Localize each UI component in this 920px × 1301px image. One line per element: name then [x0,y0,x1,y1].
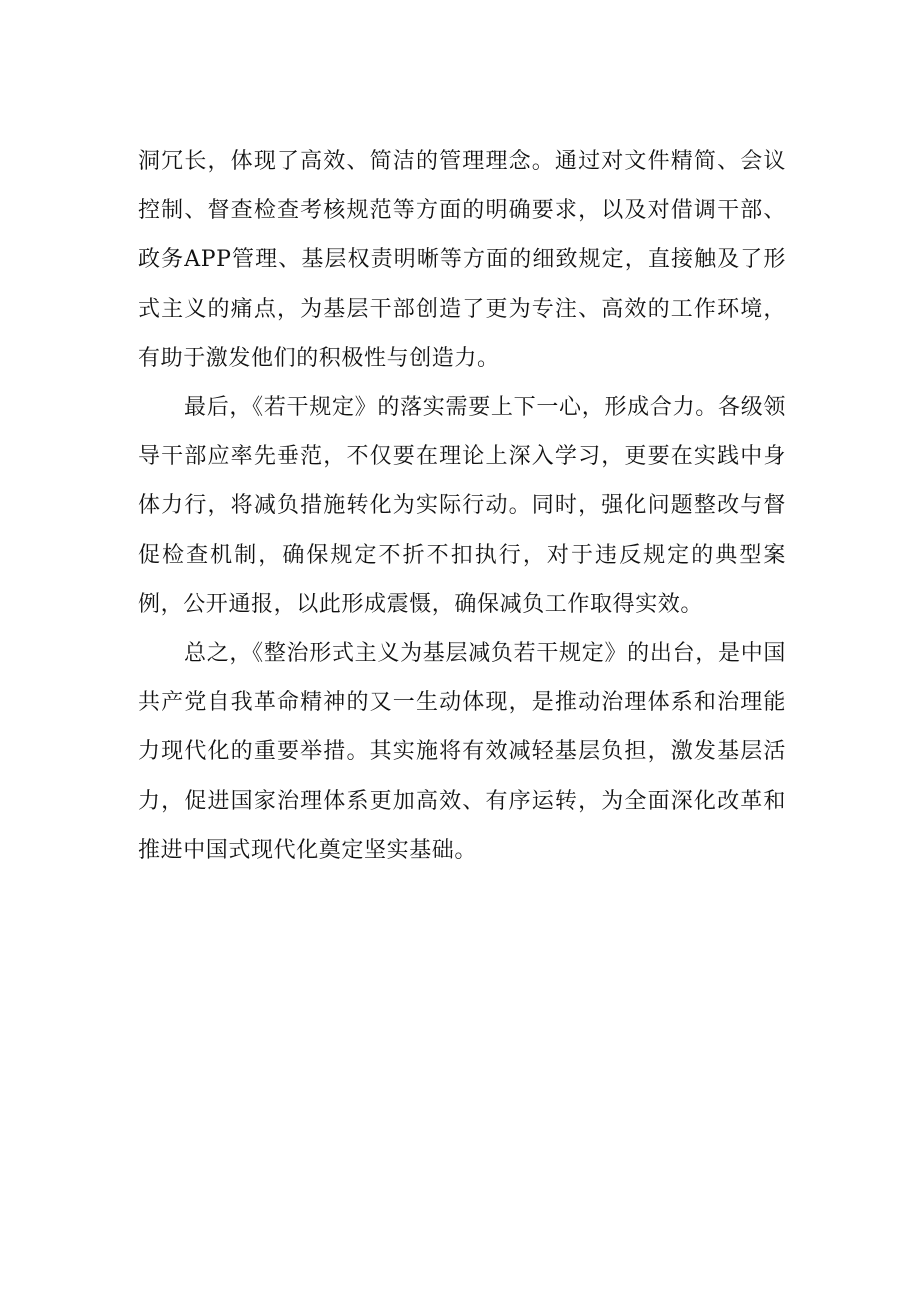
document-body [138,137,786,875]
paragraph-continuation: 洞冗长，体现了高效、简洁的管理理念。通过对文件精简、会议控制、督查检查考核规范等方面的明确要求，以及对借调干部、政务APP管理、基层权责明晰等方面的细致规定，直接触及了形式主义的痛点，为基层干部创造了更为专注、高效的工作环境，有助于激发他们的积极性与创造力。 [138,149,786,371]
paragraph-conclusion: 总之，《整治形式主义为基层减负若干规定》的出台，是中国共产党自我革命精神的又一生动体现，是推动治理体系和治理能力现代化的重要举措。其实施将有效减轻基层负担，激发基层活力，促进国家治理体系更加高效、有序运转，为全面深化改革和推进中国式现代化奠定坚实基础。 [138,641,786,863]
paragraph-implementation: 最后，《若干规定》的落实需要上下一心，形成合力。各级领导干部应率先垂范，不仅要在理论上深入学习，更要在实践中身体力行，将减负措施转化为实际行动。同时，强化问题整改与督促检查机制，确保规定不折不扣执行，对于违反规定的典型案例，公开通报，以此形成震慑，确保减负工作取得实效。 [138,395,786,617]
